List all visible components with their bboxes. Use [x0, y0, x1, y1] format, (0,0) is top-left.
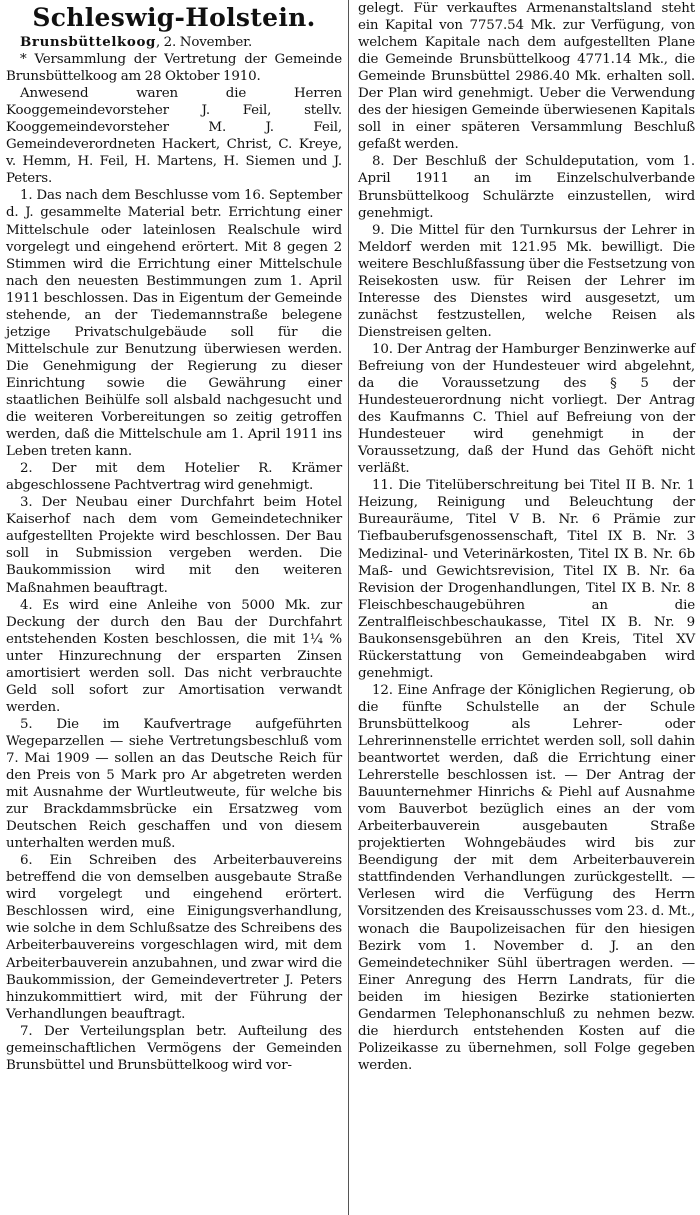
paragraph-item-2: 2. Der mit dem Hotelier R. Krämer abgeschlossene Pachtvertrag wird genehmigt. [6, 461, 342, 494]
paragraph-item-11: 11. Die Titelüberschreitung bei Titel II B. Nr. 1 Heizung, Reinigung und Beleuchtung der Bureauräume, Titel V B. Nr. 6 Prämie zur Tiefbauberufsgenossenschaft, Titel IX B. Nr. 3 Medizinal- und Veterinärkosten, Titel IX B. Nr. 6b Maß- und Gewichtsrevision, Titel IX B. Nr. 6a Revision der Drogenhandlungen, Titel IX B. Nr. 8 Fleischbeschaugebühren an die Zentralfleischbeschaukasse, Titel IX B. Nr. 9 Baukonsensgebühren an den Kreis, Titel XV Rückerstattung von Gemeindeabgaben wird genehmigt. [358, 478, 695, 681]
paragraph-item-5: 5. Die im Kaufvertrage aufgeführten Wegeparzellen — siehe Vertretungsbeschluß vom 7. Mai 1909 — sollen an das Deutsche Reich für den Preis von 5 Mark pro Ar abgetreten werden mit Ausnahme der Wurtleutweute, für welche bis zur Brackdammsbrücke ein Ersatzweg vom Deutschen Reich geschaffen und von diesem unterhalten werden muß. [6, 716, 342, 852]
paragraph-item-4: 4. Es wird eine Anleihe von 5000 Mk. zur Deckung der durch den Bau der Durchfahrt entstehenden Kosten beschlossen, die mit 1¼ % unter Hinzurechnung der ersparten Zinsen amortisiert werden soll. Das nicht verbrauchte Geld soll sofort zur Amortisation verwandt werden. [6, 597, 342, 715]
paragraph-item-12: 12. Eine Anfrage der Königlichen Regierung, ob die fünfte Schulstelle an der Schule Brunsbüttelkoog als Lehrer- oder Lehrerinnenstelle errichtet werden soll, soll dahin beantwortet werden, daß die Errichtung einer Lehrerstelle beschlossen ist. — Der Antrag der Bauunternehmer Hinrichs & Piehl auf Ausnahme vom Bauverbot bezüglich eines an der vom Arbeiterbauverein ausgebauten Straße projektierten Wohngebäudes wird bis zur Beendigung der mit dem Arbeiterbauverein stattfindenden Verhandlungen zurückgestellt. — Verlesen wird die Verfügung des Herrn Vorsitzenden des Kreisausschusses vom 23. d. Mt., wonach die Baupolizeisachen für den hiesigen Bezirk vom 1. November d. J. an den Gemeindetechniker Sühl übertragen werden. — Einer Anregung des Herrn Landrats, für die beiden im hiesigen Bezirke stationierten Gendarmen Telephonanschluß zu nehmen bezw. die hierdurch entstehenden Kosten auf die Polizeikasse zu übernehmen, soll Folge gegeben werden. [358, 682, 695, 1073]
dateline-date: , 2. November. [155, 35, 253, 50]
paragraph-item-7: 7. Der Verteilungsplan betr. Aufteilung des gemeinschaftlichen Vermögens der Gemeinden Brunsbüttel und Brunsbüttelkoog wird vor- [6, 1023, 342, 1073]
column-divider [348, 0, 349, 1215]
paragraph-item-6: 6. Ein Schreiben des Arbeiterbauvereins betreffend die von demselben ausgebaute Straße wird vorgelegt und eingehend erörtert. Beschlossen wird, eine Einigungsverhandlung, wie solche in dem Schlußsatze des Schreibens des Arbeiterbauvereins vorgeschlagen wird, mit dem Arbeiterbauverein anzubahnen, und zwar wird die Baukommission, der Gemeindevertreter J. Peters hinzukommittiert wird, mit der Führung der Verhandlungen beauftragt. [6, 853, 342, 1022]
paragraph-attendance: Anwesend waren die Herren Kooggemeindevorsteher J. Feil, stellv. Kooggemeindevorsteher M. J. Feil, Gemeindeverordneten Hackert, Christ, C. Kreye, v. Hemm, H. Feil, H. Martens, H. Siemen und J. Peters. [6, 86, 342, 187]
right-column [354, 0, 698, 1215]
paragraph-item-9: 9. Die Mittel für den Turnkursus der Lehrer in Meldorf werden mit 121.95 Mk. bewilligt. Die weitere Beschlußfassung über die Festsetzung von Reisekosten usw. für Reisen der Lehrer im Interesse des Dienstes wird ausgesetzt, um zunächst festzustellen, welche Reisen als Dienstreisen gelten. [358, 222, 695, 340]
paragraph-item-10: 10. Der Antrag der Hamburger Benzinwerke auf Befreiung von der Hundesteuer wird abgelehnt, da die Voraussetzung des § 5 der Hundesteuerordnung nicht vorliegt. Der Antrag des Kaufmanns C. Thiel auf Befreiung von der Hundesteuer wird genehmigt in der Voraussetzung, daß der Hund das Gehöft nicht verläßt. [358, 341, 695, 477]
dateline-place: Brunsbüttelkoog [20, 34, 156, 50]
article-title: Schleswig-Holstein. [32, 3, 316, 32]
paragraph-item-1: 1. Das nach dem Beschlusse vom 16. September d. J. gesammelte Material betr. Errichtung einer Mittelschule oder lateinlosen Realschule wird vorgelegt und eingehend erörtert. Mit 8 gegen 2 Stimmen wird die Errichtung einer Mittelschule nach den neuesten Bestimmungen zum 1. April 1911 beschlossen. Das in Eigentum der Gemeinde stehende, an der Tiedemannstraße belegene jetzige Privatschulgebäude soll für die Mittelschule zur Benutzung überwiesen werden. Die Genehmigung der Regierung zu dieser Einrichtung sowie die Gewährung einer staatlichen Beihülfe soll alsbald nachgesucht und die weiteren Vorbereitungen so zeitig getroffen werden, daß die Mittelschule am 1. April 1911 ins Leben treten kann. [6, 188, 342, 460]
paragraph-item-7-continued: gelegt. Für verkauftes Armenanstaltsland steht ein Kapital von 7757.54 Mk. zur Verfügung, von welchem Kapitale nach dem aufgestellten Plane die Gemeinde Brunsbüttelkoog 4771.14 Mk., die Gemeinde Brunsbüttel 2986.40 Mk. erhalten soll. Der Plan wird genehmigt. Ueber die Verwendung des der hiesigen Gemeinde überwiesenen Kapitals soll in einer späteren Versammlung Beschluß gefaßt werden. [358, 1, 695, 153]
left-column [4, 0, 345, 1215]
paragraph-item-3: 3. Der Neubau einer Durchfahrt beim Hotel Kaiserhof nach dem vom Gemeindetechniker aufgestellten Projekte wird beschlossen. Der Bau soll in Submission vergeben werden. Die Baukommission wird mit den weiteren Maßnahmen beauftragt. [6, 495, 342, 596]
paragraph-item-8: 8. Der Beschluß der Schuldeputation, vom 1. April 1911 an im Einzelschulverbande Brunsbüttelkoog Schulärzte einzustellen, wird genehmigt. [358, 154, 695, 221]
paragraph-intro: * Versammlung der Vertretung der Gemeinde Brunsbüttelkoog am 28 Oktober 1910. [6, 52, 342, 85]
dateline [6, 34, 342, 51]
